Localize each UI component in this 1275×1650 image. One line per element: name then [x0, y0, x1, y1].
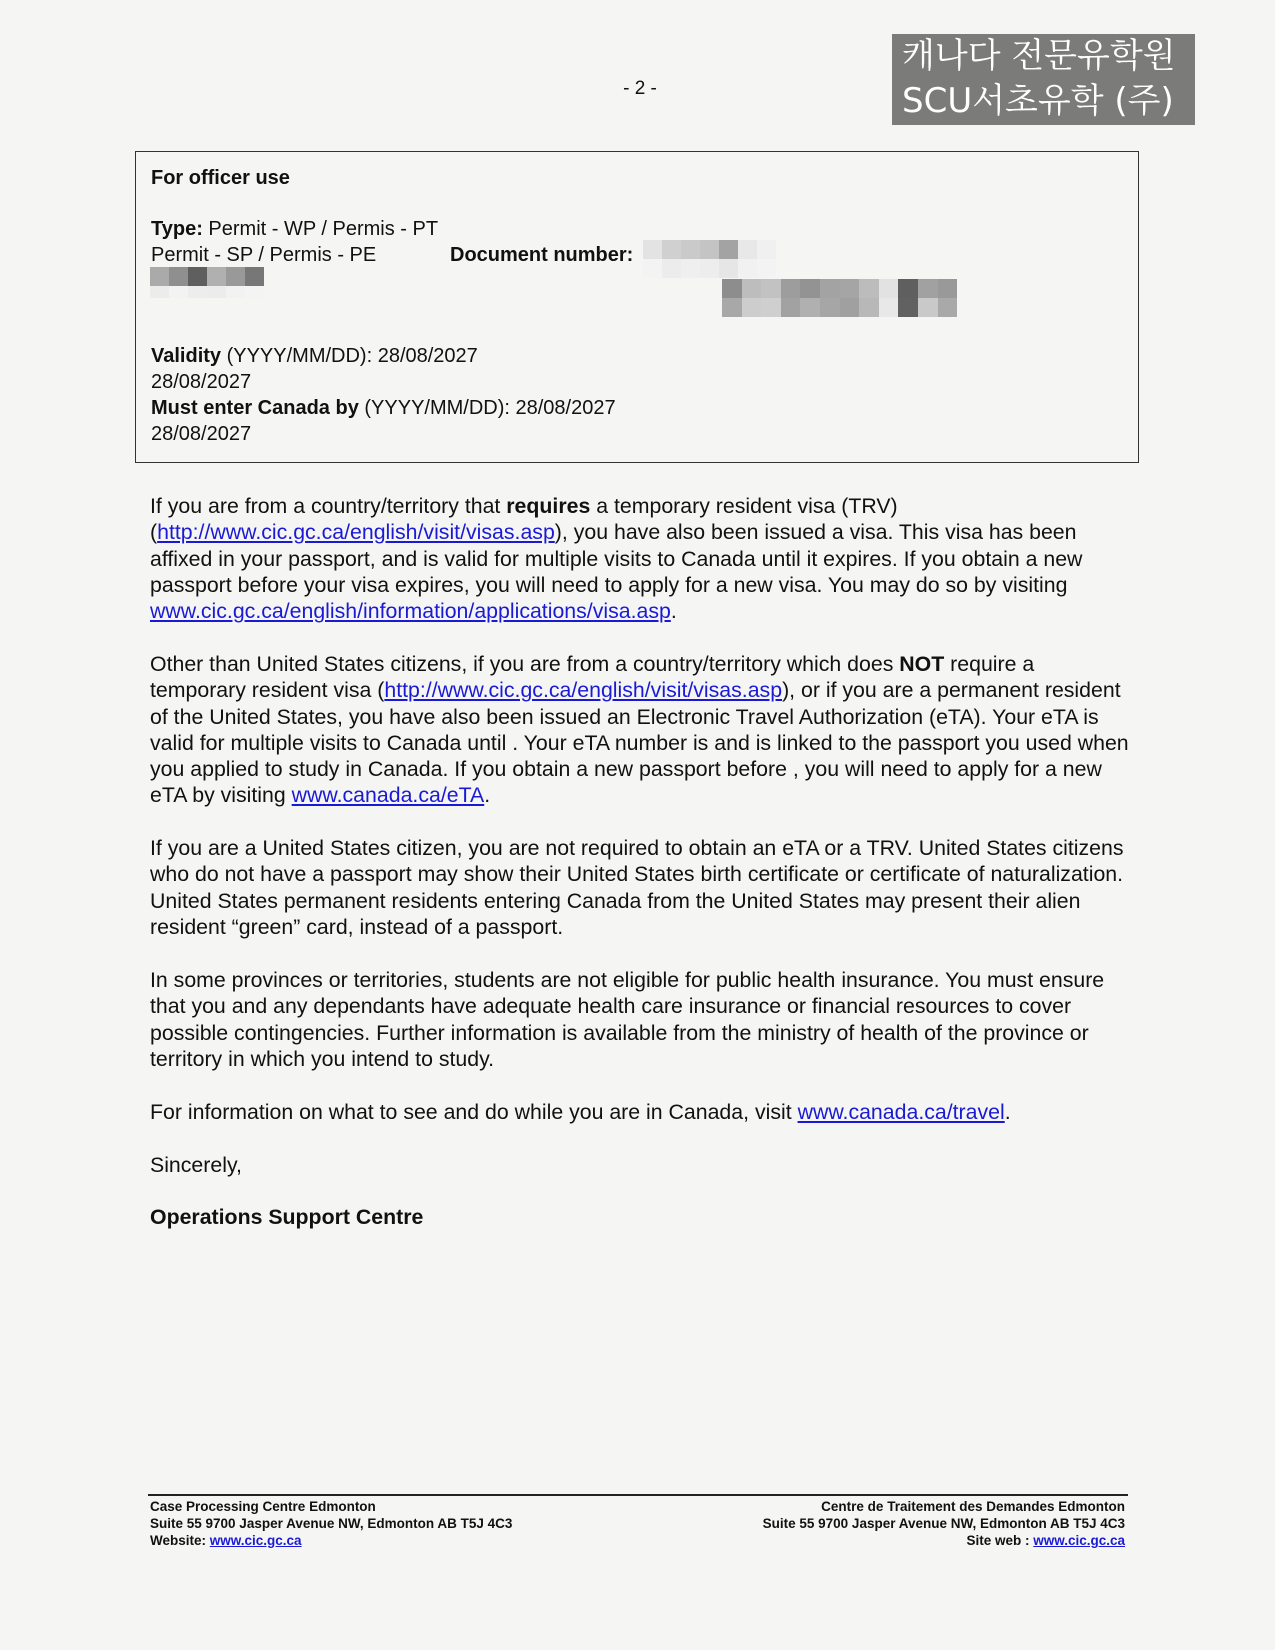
- officer-use-box: [135, 151, 1139, 463]
- validity-label: Validity: [151, 345, 222, 367]
- website-link-fr[interactable]: www.cic.gc.ca: [1033, 1533, 1125, 1548]
- text: Other than United States citizens, if you are from a country/territory which does: [150, 652, 900, 676]
- watermark-line-2: SCU서초유학 (주): [902, 81, 1174, 121]
- paragraph-eta: [150, 651, 1135, 809]
- text: For information on what to see and do while you are in Canada, visit: [150, 1100, 798, 1124]
- validity-value-2: 28/08/2027: [151, 371, 252, 393]
- text: .: [484, 783, 491, 808]
- paragraph-us-citizens: If you are a United States citizen, you are not required to obtain an eTA or a TRV. United States citizens who do not have a passport may show their United States birth certificate or certificate of naturalization. United States permanent residents entering Canada from the United States may present their alien resident “green” card, instead of a passport.: [150, 836, 1124, 939]
- text: If you are from a country/territory that: [150, 494, 507, 518]
- must-enter-value-2: 28/08/2027: [151, 423, 252, 445]
- footer-left: [150, 1498, 512, 1549]
- text: ), or if you are a permanent resident of the United States, you have also been issued an Electronic Travel Authorization (eTA). Your eTA is valid for multiple visits to Canada until . Your eTA number is and is linked to the passport you used when you applied to study in Canada. If you obtain a new passport before , you will need to apply for a new eTA by visiting: [150, 678, 1129, 808]
- footer-address: Suite 55 9700 Jasper Avenue NW, Edmonton AB T5J 4C3: [150, 1516, 513, 1531]
- type-value-2: Permit - SP / Permis - PE: [151, 244, 377, 266]
- paragraph-trv: [150, 493, 1135, 624]
- closing: Sincerely,: [150, 1153, 242, 1177]
- emphasis: requires: [506, 494, 591, 518]
- signature: Operations Support Centre: [150, 1205, 424, 1229]
- emphasis: NOT: [899, 652, 945, 676]
- footer-office-name: Case Processing Centre Edmonton: [150, 1499, 376, 1514]
- website-label: Website:: [150, 1533, 210, 1548]
- travel-link[interactable]: www.canada.ca/travel: [797, 1100, 1005, 1124]
- visa-application-link[interactable]: www.cic.gc.ca/english/information/applications/visa.asp: [150, 599, 671, 624]
- document-number-label: Document number:: [450, 244, 634, 266]
- footer-address-fr: Suite 55 9700 Jasper Avenue NW, Edmonton AB T5J 4C3: [762, 1516, 1125, 1531]
- type-line: [151, 218, 438, 241]
- website-label-fr: Site web :: [966, 1533, 1034, 1548]
- footer-website-fr: [763, 1532, 1125, 1549]
- officer-box-heading: For officer use: [151, 167, 290, 189]
- footer-website: [150, 1532, 512, 1549]
- must-enter-line: [151, 397, 616, 420]
- paragraph-health-insurance: In some provinces or territories, students are not eligible for public health insurance. You must ensure that you and any dependants have adequate health care insurance or financial resources to cover possible contingencies. Further information is available from the ministry of health of the province or territory in which you intend to study.: [150, 968, 1105, 1071]
- footer-divider: [148, 1494, 1128, 1496]
- text: .: [670, 599, 677, 624]
- type-label: Type:: [151, 218, 203, 240]
- text: a temporary resident visa (TRV) (: [150, 494, 898, 545]
- validity-line: [151, 345, 478, 368]
- footer-office-name-fr: Centre de Traitement des Demandes Edmonton: [821, 1499, 1125, 1514]
- type-value: Permit - WP / Permis - PT: [202, 218, 439, 240]
- watermark-line-1: 캐나다 전문유학원: [902, 36, 1176, 76]
- text: require a temporary resident visa (: [150, 652, 1035, 703]
- eta-link[interactable]: www.canada.ca/eTA: [291, 783, 485, 808]
- redacted-type-pixels: [150, 267, 264, 298]
- text: ), you have also been issued a visa. This visa has been affixed in your passport, and is valid for multiple visits to Canada until it expires. If you obtain a new passport before your visa expires, you will need to apply for a new visa. You may do so by visiting: [150, 520, 1083, 597]
- validity-value: (YYYY/MM/DD): 28/08/2027: [221, 345, 478, 367]
- visas-link-2[interactable]: http://www.cic.gc.ca/english/visit/visas.asp: [384, 678, 783, 703]
- must-enter-value: (YYYY/MM/DD): 28/08/2027: [358, 397, 616, 419]
- visas-link[interactable]: http://www.cic.gc.ca/english/visit/visas.asp: [157, 520, 555, 545]
- page-number: - 2 -: [623, 78, 657, 99]
- paragraph-travel: [150, 1099, 1135, 1125]
- watermark-logo: [892, 34, 1195, 125]
- must-enter-label: Must enter Canada by: [151, 397, 359, 419]
- website-link[interactable]: www.cic.gc.ca: [209, 1533, 302, 1548]
- redacted-document-number-pixels: [643, 240, 776, 278]
- text: .: [1004, 1100, 1011, 1124]
- redacted-document-number-pixels-2: [722, 279, 957, 317]
- footer-right: [763, 1498, 1125, 1549]
